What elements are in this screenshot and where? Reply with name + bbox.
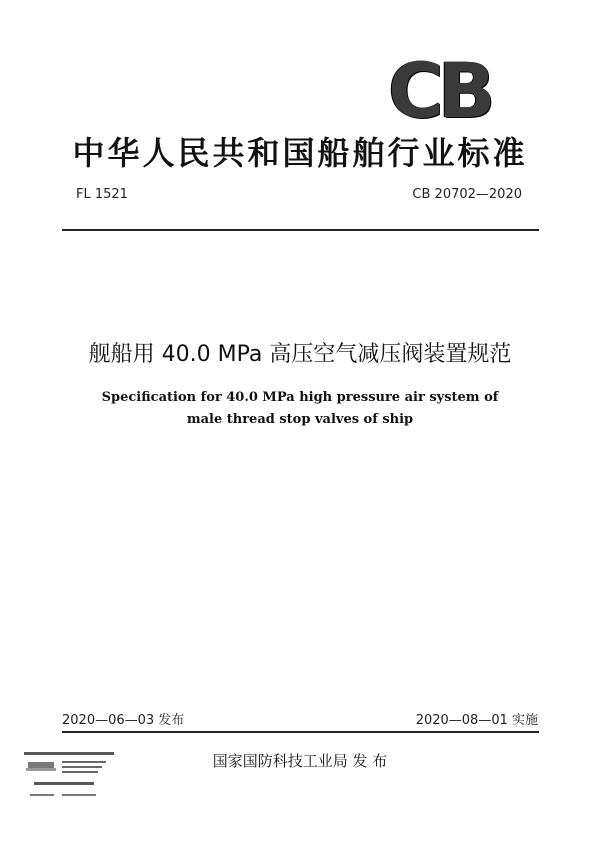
top-divider bbox=[62, 229, 539, 231]
cb-logo-text: CB bbox=[388, 46, 490, 135]
implementation-date: 2020—08—01 实施 bbox=[415, 713, 538, 728]
title-english-line2: male thread stop valves of ship bbox=[186, 412, 414, 427]
distributor-stamp bbox=[20, 746, 140, 826]
cb-logo bbox=[388, 46, 518, 135]
publisher-text: 国家国防科技工业局 发 布 bbox=[212, 752, 388, 770]
title-chinese: 舰船用 40.0 MPa 高压空气减压阀装置规范 bbox=[88, 342, 512, 367]
title-english-line1: Specification for 40.0 MPa high pressure air system of bbox=[101, 390, 499, 405]
title-english bbox=[0, 387, 600, 431]
classification-code: FL 1521 bbox=[76, 187, 128, 202]
issue-date: 2020—06—03 发布 bbox=[62, 713, 185, 728]
standard-number: CB 20702—2020 bbox=[412, 187, 522, 202]
header-title: 中华人民共和国船舶行业标准 bbox=[72, 134, 528, 172]
bottom-divider bbox=[62, 731, 539, 733]
distributor-stamp-graphic bbox=[20, 746, 140, 826]
